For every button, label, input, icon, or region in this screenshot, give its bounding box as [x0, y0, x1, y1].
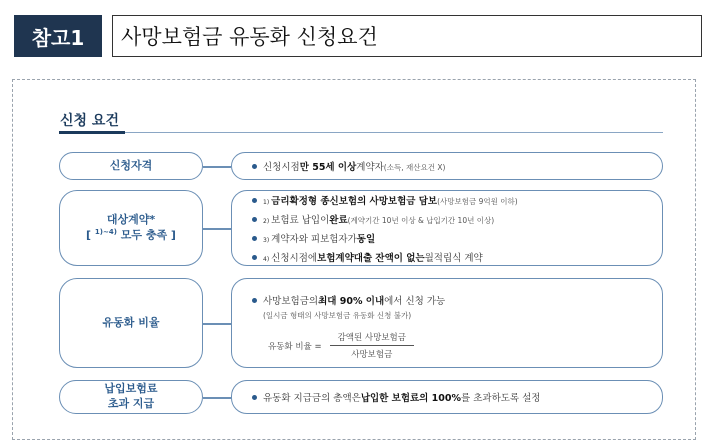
- condition-item: 1) 금리확정형 종신보험의 사망보험금 담보 (사망보험금 9억원 이하): [252, 193, 662, 207]
- section-title: 신청 요건: [60, 113, 119, 129]
- label-subtext: [ $^{1)\sim 4)}$ 모두 충족 ]: [86, 227, 176, 242]
- label-text: 유동화 비율: [102, 315, 160, 329]
- condition-box-target-contract: [231, 190, 663, 266]
- ratio-formula: [268, 331, 662, 360]
- label-liquidation-ratio: [59, 278, 203, 368]
- formula-numerator: 감액된 사망보험금: [330, 331, 414, 346]
- condition-item: 3) 계약자와 피보험자가 동일: [252, 231, 662, 245]
- connector-line: [203, 397, 231, 399]
- item-text-post: 계약자: [356, 162, 384, 173]
- formula-lhs: 유동화 비율 =: [268, 341, 322, 352]
- connector-line: [203, 323, 231, 325]
- condition-box-eligibility: [231, 152, 663, 180]
- label-text: 초과 지급: [107, 397, 155, 410]
- item-text: 신청시점: [263, 162, 300, 173]
- reference-title: 사망보험금 유동화 신청요건: [112, 15, 702, 57]
- label-text: 납입보험료: [104, 382, 158, 396]
- label-text: 신청자격: [109, 158, 153, 172]
- label-target-contract: [59, 190, 203, 266]
- bullet-icon: [252, 236, 257, 241]
- bullet-icon: [252, 217, 257, 222]
- formula-fraction: [330, 331, 414, 360]
- connector-line: [203, 166, 231, 168]
- label-eligibility: [59, 152, 203, 180]
- condition-item: 4) 신청시점에 보험계약대출 잔액이 없는 월적립식 계약: [252, 250, 662, 264]
- reference-tag: 참고1: [14, 15, 102, 57]
- bullet-icon: [252, 198, 257, 203]
- bullet-icon: [252, 164, 257, 169]
- condition-box-premium-excess: [231, 380, 663, 414]
- connector-line: [203, 228, 231, 230]
- document-panel: [12, 79, 696, 440]
- condition-item: [252, 159, 662, 173]
- condition-subnote: (일시금 형태의 사망보험금 유동화 신청 불가): [263, 311, 412, 320]
- bullet-icon: [252, 255, 257, 260]
- condition-item: 사망보험금의 최대 90% 이내 에서 신청 가능: [252, 293, 662, 307]
- label-text: 대상계약*: [106, 212, 156, 226]
- formula-denominator: 사망보험금: [351, 350, 393, 360]
- bullet-icon: [252, 298, 257, 303]
- item-note: (소득, 재산요건 X): [383, 163, 446, 172]
- item-emphasis: 만 55세 이상: [299, 162, 357, 173]
- section-divider: [59, 132, 663, 133]
- condition-item: 유동화 지급금의 총액은 납입한 보험료의 100% 를 초과하도록 설정: [252, 390, 662, 404]
- label-premium-excess: [59, 380, 203, 414]
- section-title-underline: [59, 131, 125, 134]
- condition-box-liquidation-ratio: [231, 278, 663, 368]
- bullet-icon: [252, 395, 257, 400]
- condition-item: 2) 보험료 납입이 완료 (계약기간 10년 이상 & 납입기간 10년 이상): [252, 212, 662, 226]
